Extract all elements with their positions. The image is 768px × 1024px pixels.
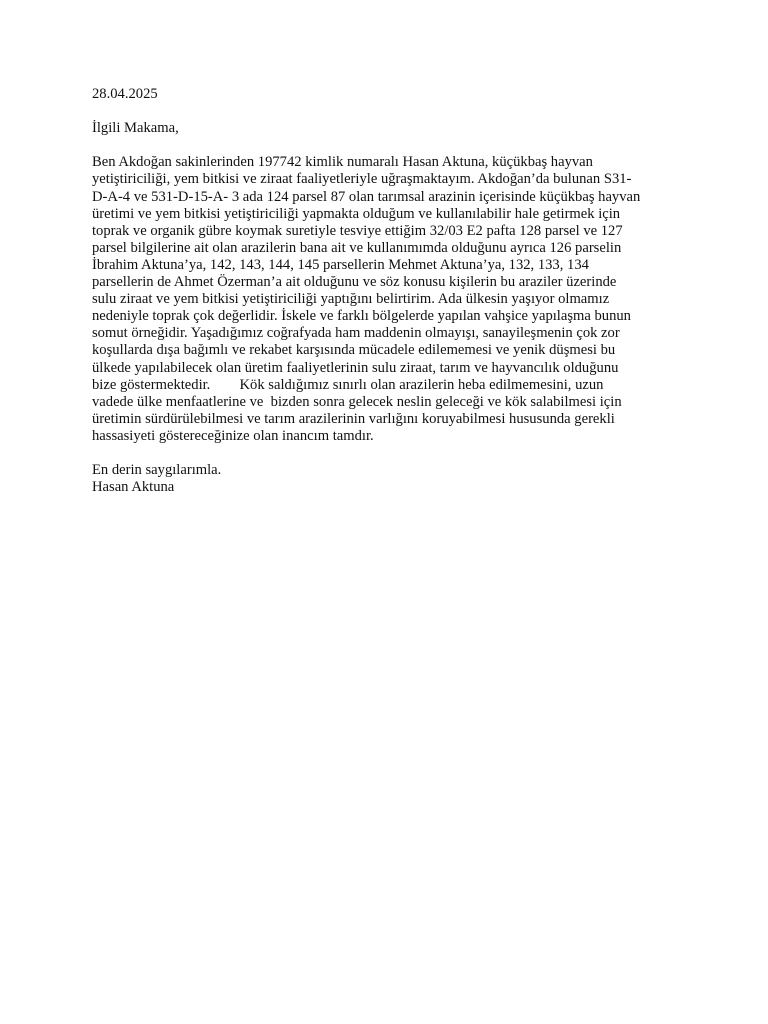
body-line: hassasiyeti göstereceğinize olan inancım tamdır. [92,427,374,444]
body-line: somut örneğidir. Yaşadığımız coğrafyada ham maddenin olmayışı, sanayileşmenin çok zor [92,325,620,342]
body-line: bize göstermektedir. Kök saldığımız sınırlı olan arazilerin heba edilmemesini, uzun [92,376,604,393]
body-line: Ben Akdoğan sakinlerinden 197742 kimlik numaralı Hasan Aktuna, küçükbaş hayvan [92,154,593,171]
letter-signature: Hasan Aktuna [92,479,175,496]
body-line: yetiştiriciliği, yem bitkisi ve ziraat faaliyetleriyle uğraşmaktayım. Akdoğan’da bulunan S31- [92,171,632,188]
paragraph-gap [92,137,692,154]
body-line: koşullarda dışa bağımlı ve rekabet karşısında mücadele edilememesi ve yenik düşmesi bu [92,342,616,359]
body-line: parsellerin de Ahmet Özerman’a ait olduğunu ve söz konusu kişilerin bu araziler üzerinde [92,274,617,291]
paragraph-gap [92,445,692,462]
body-line: vadede ülke menfaatlerine ve bizden sonra gelecek neslin geleceği ve kök salabilmesi için [92,393,622,410]
body-line: D-A-4 ve 531-D-15-A- 3 ada 124 parsel 87 olan tarımsal arazinin içerisinde küçükbaş hayvan [92,188,641,205]
body-line: ülkede yapılabilecek olan üretim faaliyetlerinin sulu ziraat, tarım ve hayvancılık olduğunu [92,359,619,376]
letter-date: 28.04.2025 [92,86,158,102]
body-line: üretimin sürdürülebilmesi ve tarım arazilerinin varlığını koruyabilmesi hususunda gerekli [92,410,615,427]
letter-closing: En derin saygılarımla. [92,462,222,479]
body-line: sulu ziraat ve yem bitkisi yetiştiriciliği yaptığını belirtirim. Ada ülkesin yaşıyor olmamız [92,291,610,308]
letter [92,86,692,496]
body-line: parsel bilgilerine ait olan arazilerin bana ait ve kullanımımda olduğunu ayrıca 126 parselin [92,239,622,256]
body-line: nedeniyle toprak çok değerlidir. İskele ve farklı bölgelerde yapılan vahşice yapılaşma bunun [92,308,631,325]
letter-body [92,154,692,445]
letter-salutation: İlgili Makama, [92,120,179,137]
paragraph-gap [92,103,692,120]
body-line: İbrahim Aktuna’ya, 142, 143, 144, 145 parsellerin Mehmet Aktuna’ya, 132, 133, 134 [92,256,589,273]
body-line: üretimi ve yem bitkisi yetiştiriciliği yapmakta olduğum ve kullanılabilir hale getirmek için [92,205,621,222]
body-line: toprak ve organik gübre koymak suretiyle tesviye ettiğim 32/03 E2 pafta 128 parsel ve 127 [92,222,623,239]
